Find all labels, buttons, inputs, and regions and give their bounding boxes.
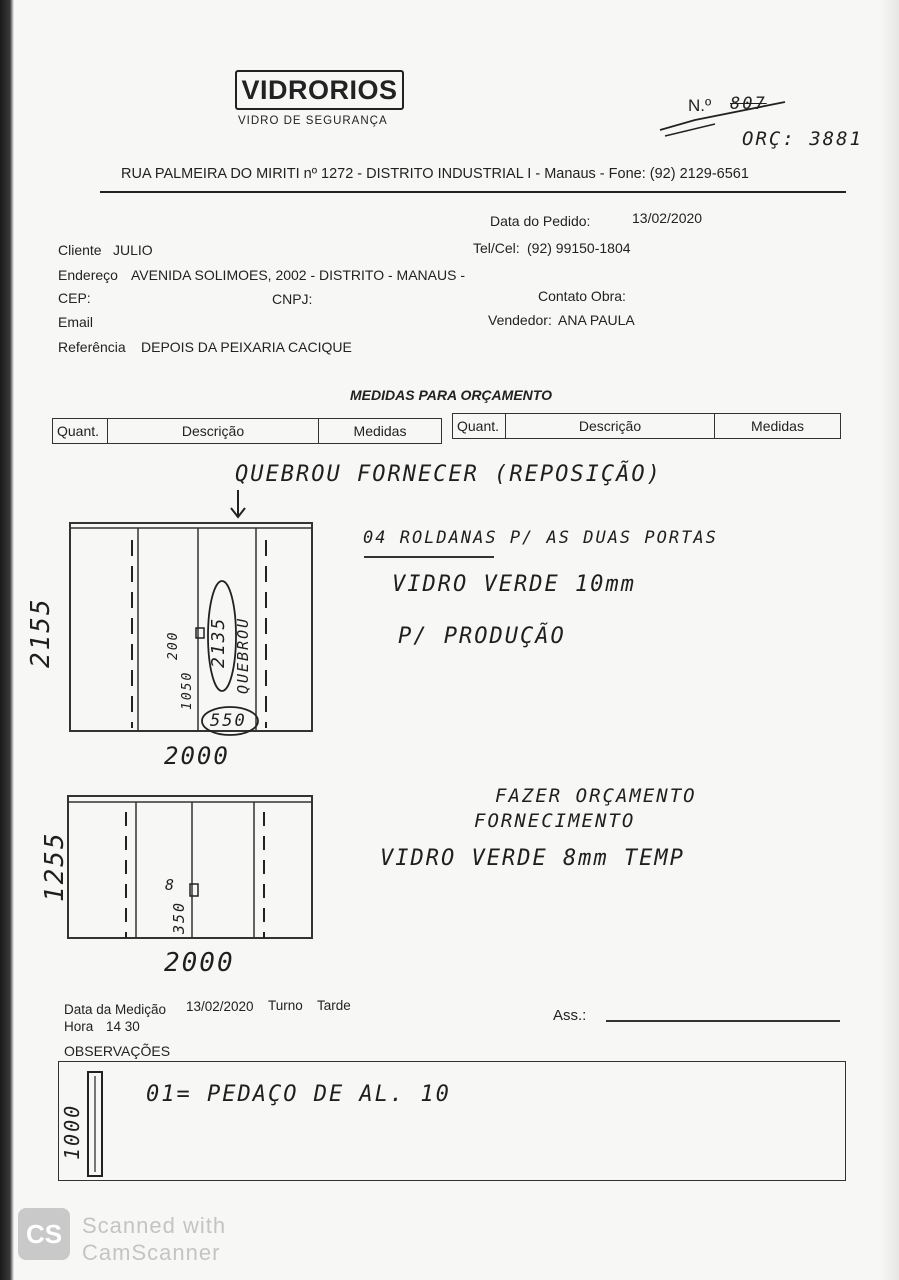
client-label: Cliente: [58, 242, 102, 258]
camscanner-text: [82, 1212, 226, 1266]
medicao-value: 13/02/2020: [186, 999, 254, 1014]
note-vidro-8mm: VIDRO VERDE 8mm TEMP: [380, 846, 685, 871]
obs-text: 01= PEDAÇO DE AL. 10: [146, 1082, 451, 1107]
sketch2-height: 1255: [40, 831, 70, 902]
contato-label: Contato Obra:: [538, 288, 626, 304]
hora-label: Hora: [64, 1019, 94, 1034]
order-date-value: 13/02/2020: [632, 210, 703, 226]
tel-label: Tel/Cel:: [473, 240, 520, 256]
note-fazer-orcamento: FAZER ORÇAMENTO: [495, 785, 697, 807]
note-fornecimento: FORNECIMENTO: [474, 810, 636, 832]
note-underline: [364, 556, 494, 558]
referencia-value: DEPOIS DA PEIXARIA CACIQUE: [141, 339, 352, 355]
tel-value: (92) 99150-1804: [527, 240, 631, 256]
arrow-down-icon: [228, 490, 248, 520]
company-logo: VIDRORIOS: [235, 70, 404, 110]
address-value: AVENIDA SOLIMOES, 2002 - DISTRITO - MANAUS -: [131, 267, 466, 283]
sketch1-dim-b: 2135: [208, 616, 229, 668]
camscanner-logo: CS: [18, 1208, 70, 1260]
camscanner-line1: Scanned with: [82, 1213, 227, 1238]
sketch1-dim-d: 550: [210, 711, 247, 731]
col-medidas-left: Medidas: [319, 419, 442, 444]
client-value: JULIO: [113, 242, 153, 258]
note-producao: P/ PRODUÇÃO: [398, 624, 566, 649]
order-number-label: N.º: [688, 96, 712, 115]
turno-label: Turno: [268, 998, 303, 1013]
cnpj-label: CNPJ:: [272, 291, 313, 307]
observacoes-label: OBSERVAÇÕES: [64, 1043, 171, 1059]
signature-line: [606, 1020, 840, 1022]
door-sketch-2: [60, 792, 320, 942]
sketch2-dim-a: 8: [165, 876, 177, 894]
sketch1-dim-c: 1050: [180, 670, 195, 710]
cep-label: CEP:: [58, 290, 91, 306]
col-medidas-right: Medidas: [715, 414, 841, 439]
obs-dimension: 1000: [60, 1103, 84, 1160]
sketch2-dim-b: 350: [170, 900, 188, 934]
sketch1-height: 2155: [26, 597, 56, 668]
camscanner-line2: CamScanner: [82, 1240, 221, 1265]
handwritten-heading: QUEBROU FORNECER (REPOSIÇÃO): [235, 462, 662, 487]
hora-value: 14 30: [106, 1019, 140, 1034]
turno-value: Tarde: [317, 998, 351, 1013]
order-date-label: Data do Pedido:: [490, 213, 591, 229]
email-label: Email: [58, 314, 94, 330]
measures-table-left: [52, 418, 442, 444]
note-vidro-10mm: VIDRO VERDE 10mm: [392, 572, 636, 597]
measures-table-right: [452, 413, 841, 439]
budget-number: ORÇ: 3881: [742, 128, 863, 150]
medicao-label: Data da Medição: [64, 1002, 167, 1017]
observacoes-box: [58, 1061, 846, 1181]
vendedor-value: ANA PAULA: [558, 312, 635, 328]
company-address: RUA PALMEIRA DO MIRITI nº 1272 - DISTRITO INDUSTRIAL I - Manaus - Fone: (92) 2129-6561: [121, 166, 749, 182]
note-roldanas: 04 ROLDANAS P/ AS DUAS PORTAS: [363, 528, 718, 548]
signature-label: Ass.:: [553, 1007, 587, 1024]
sketch1-note: QUEBROU: [234, 616, 252, 694]
header-divider: [100, 191, 846, 193]
col-descricao-left: Descrição: [108, 419, 319, 444]
measures-title: MEDIDAS PARA ORÇAMENTO: [350, 387, 552, 403]
company-tagline: VIDRO DE SEGURANÇA: [238, 115, 388, 127]
order-number-value: 807: [730, 94, 767, 114]
aluminum-piece-sketch: [84, 1070, 108, 1180]
sketch1-width: 2000: [164, 742, 230, 770]
col-descricao-right: Descrição: [506, 414, 715, 439]
vendedor-label: Vendedor:: [488, 312, 552, 328]
sketch1-dim-a: 200: [166, 630, 181, 660]
address-label: Endereço: [58, 267, 118, 283]
sketch2-width: 2000: [164, 948, 235, 978]
col-quant-left: Quant.: [53, 419, 108, 444]
col-quant-right: Quant.: [453, 414, 506, 439]
referencia-label: Referência: [58, 339, 126, 355]
